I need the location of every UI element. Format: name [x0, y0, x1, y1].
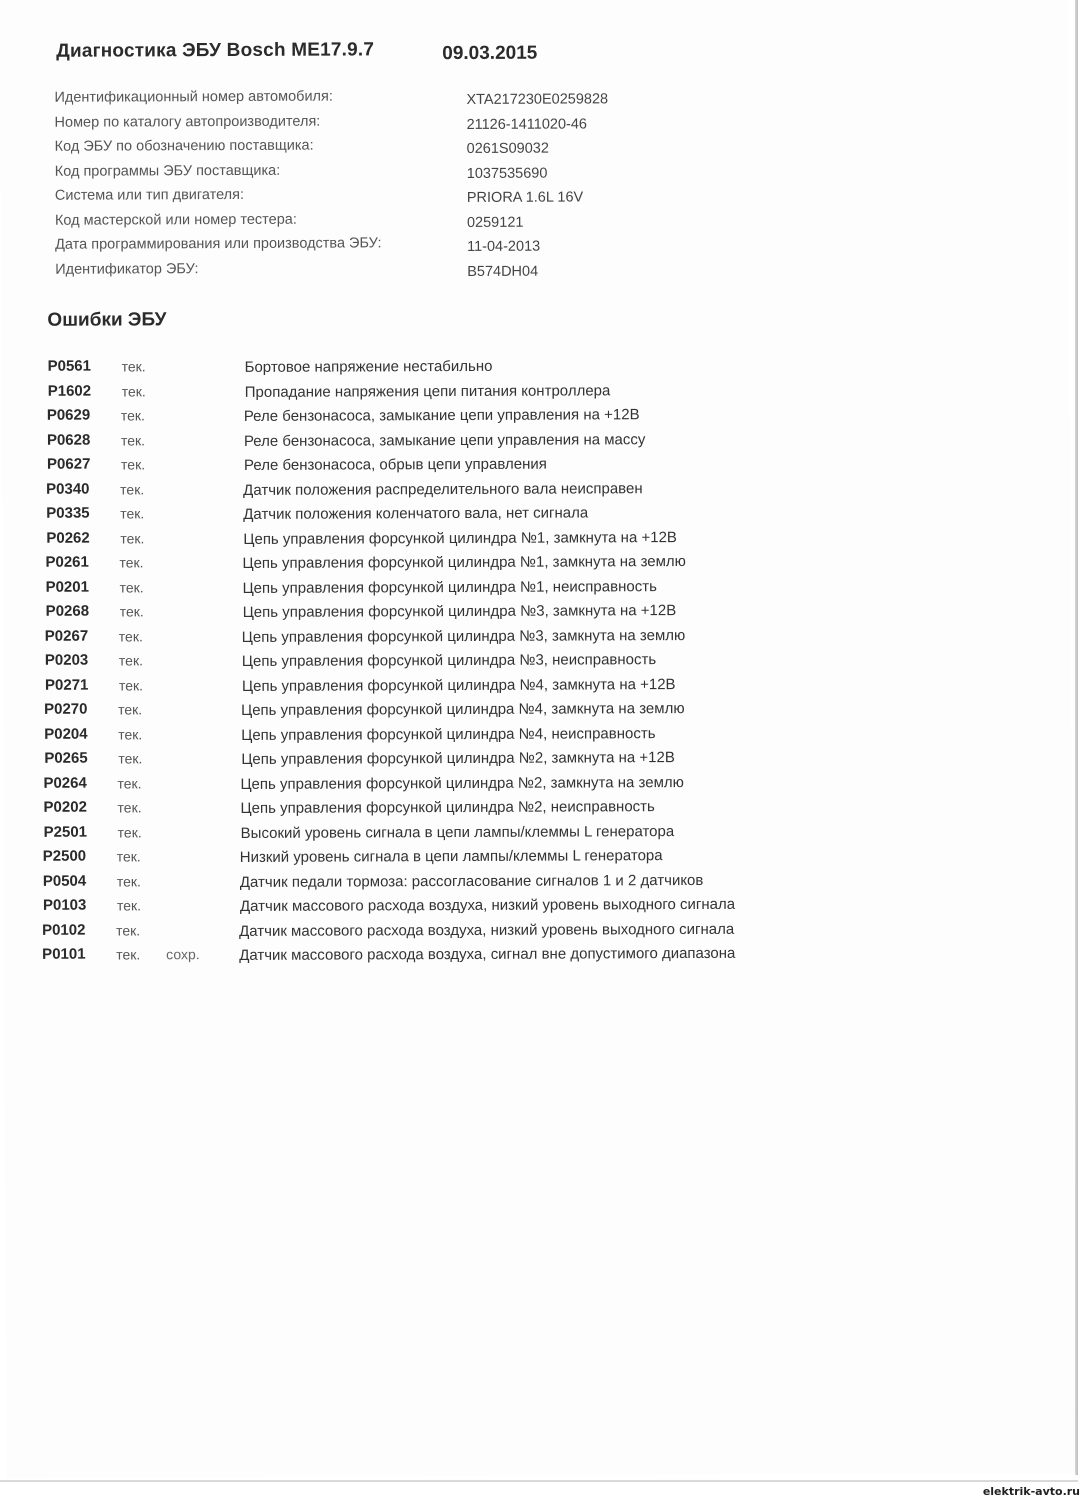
- error-description: Цепь управления форсункой цилиндра №2, замкнута на землю: [240, 773, 684, 793]
- error-description: Цепь управления форсункой цилиндра №2, неисправность: [240, 798, 655, 817]
- error-status: тек.: [117, 823, 142, 840]
- error-status: тек.: [117, 774, 142, 791]
- error-status: тек.: [118, 701, 143, 718]
- info-label: Идентификационный номер автомобиля:: [54, 88, 333, 106]
- info-row: [55, 161, 655, 188]
- errors-section-title: Ошибки ЭБУ: [47, 309, 167, 331]
- info-label: Код программы ЭБУ поставщика:: [54, 162, 281, 180]
- error-code: P0561: [47, 357, 92, 375]
- error-code: P0102: [42, 921, 86, 939]
- error-status: тек.: [118, 750, 143, 767]
- error-description: Цепь управления форсункой цилиндра №3, неисправность: [241, 651, 657, 670]
- page-edge-bottom: [0, 1480, 1078, 1482]
- error-code: P0262: [46, 529, 90, 547]
- error-code: P0270: [44, 700, 88, 718]
- info-label: Номер по каталогу автопроизводителя:: [54, 113, 321, 131]
- error-description: Цепь управления форсункой цилиндра №4, неисправность: [241, 724, 656, 744]
- document-date: 09.03.2015: [442, 42, 538, 65]
- error-description: Цепь управления форсункой цилиндра №1, замкнута на землю: [242, 553, 686, 572]
- info-label: Код мастерской или номер тестера:: [54, 211, 297, 229]
- info-value: 0261S09032: [466, 140, 549, 157]
- error-code: P0101: [42, 945, 86, 963]
- error-status: тек.: [116, 872, 141, 889]
- error-code: P0202: [43, 798, 87, 816]
- error-description: Цепь управления форсункой цилиндра №4, замкнута на землю: [241, 700, 685, 719]
- error-status: тек.: [120, 529, 145, 546]
- info-value: 11-04-2013: [467, 238, 541, 255]
- info-row: [54, 112, 654, 139]
- error-code: P0203: [44, 651, 89, 669]
- info-label: Идентификатор ЭБУ:: [55, 260, 199, 278]
- error-status: тек.: [120, 407, 145, 424]
- error-status: тек.: [117, 799, 142, 816]
- error-description: Цепь управления форсункой цилиндра №1, неисправность: [242, 577, 657, 597]
- info-value: PRIORA 1.6L 16V: [466, 189, 584, 206]
- error-status: тек.: [121, 382, 146, 399]
- error-status: тек.: [118, 627, 143, 644]
- error-code: P0267: [44, 627, 89, 645]
- error-description: Реле бензонасоса, замыкание цепи управления на массу: [243, 430, 646, 450]
- info-row: [55, 136, 655, 163]
- info-value: 21126-1411020-46: [466, 115, 587, 133]
- error-saved-flag: сохр.: [166, 946, 200, 963]
- error-status: тек.: [116, 946, 141, 963]
- error-status: тек.: [116, 921, 141, 939]
- error-description: Датчик положения коленчатого вала, нет сигнала: [243, 504, 589, 523]
- ecu-info-block: [54, 87, 655, 286]
- info-row: [55, 259, 655, 286]
- error-description: Низкий уровень сигнала в цепи лампы/клеммы L генератора: [239, 847, 663, 866]
- error-description: Цепь управления форсункой цилиндра №2, замкнута на +12В: [241, 749, 675, 768]
- info-label: Система или тип двигателя:: [54, 186, 245, 204]
- error-description: Датчик педали тормоза: рассогласование сигналов 1 и 2 датчиков: [239, 871, 704, 891]
- info-row: [55, 185, 655, 212]
- error-code: P0629: [46, 406, 91, 424]
- error-code: P0628: [46, 431, 91, 449]
- error-status: тек.: [118, 652, 143, 669]
- info-value: 1037535690: [466, 165, 548, 182]
- error-code: P0335: [46, 504, 90, 522]
- error-status: тек.: [121, 358, 146, 375]
- error-status: тек.: [118, 676, 144, 693]
- error-description: Датчик массового расхода воздуха, сигнал вне допустимого диапазона: [239, 944, 736, 964]
- info-label: Код ЭБУ по обозначению поставщика:: [54, 137, 314, 155]
- error-description: Бортовое напряжение нестабильно: [244, 357, 493, 376]
- document-title: Диагностика ЭБУ Bosch ME17.9.7: [56, 39, 375, 62]
- error-description: Реле бензонасоса, замыкание цепи управления на +12В: [243, 406, 640, 425]
- error-description: Цепь управления форсункой цилиндра №4, замкнута на +12В: [241, 675, 676, 695]
- error-status: тек.: [116, 897, 142, 914]
- error-code: P0204: [44, 725, 88, 743]
- error-code: P0268: [45, 602, 90, 620]
- error-description: Пропадание напряжения цепи питания контроллера: [244, 381, 611, 401]
- error-description: Реле бензонасоса, обрыв цепи управления: [243, 455, 547, 474]
- info-value: B574DH04: [467, 263, 539, 280]
- page-edge-right: [1075, 0, 1078, 1475]
- error-status: тек.: [116, 848, 141, 865]
- info-row: [55, 210, 655, 237]
- error-description: Цепь управления форсункой цилиндра №3, замкнута на +12В: [242, 602, 677, 621]
- error-code: P2501: [43, 823, 88, 841]
- watermark: elektrik-avto.ru: [982, 1485, 1080, 1498]
- info-row: [55, 234, 655, 261]
- error-status: тек.: [120, 480, 145, 497]
- error-code: P0265: [44, 749, 88, 767]
- error-row: [4, 942, 904, 970]
- error-status: тек.: [118, 725, 143, 742]
- error-code: P0264: [43, 774, 87, 792]
- info-value: 0259121: [466, 214, 524, 231]
- info-value: XTA217230E0259828: [466, 91, 609, 108]
- error-code: P0261: [45, 553, 89, 571]
- error-status: тек.: [120, 431, 146, 448]
- error-status: тек.: [120, 456, 146, 473]
- error-code: P0271: [44, 676, 89, 694]
- error-status: тек.: [119, 603, 144, 620]
- error-description: Датчик положения распределительного вала неисправен: [243, 479, 643, 499]
- error-code: P0504: [42, 872, 87, 890]
- error-description: Высокий уровень сигнала в цепи лампы/клеммы L генератора: [240, 822, 675, 842]
- info-label: Дата программирования или производства ЭБУ:: [55, 235, 382, 253]
- error-code: P0103: [42, 896, 87, 914]
- error-description: Цепь управления форсункой цилиндра №1, замкнута на +12В: [243, 528, 677, 548]
- error-code: P0201: [45, 578, 89, 596]
- error-code: P1602: [47, 382, 92, 400]
- error-code: P2500: [42, 847, 87, 865]
- error-description: Цепь управления форсункой цилиндра №3, замкнута на землю: [241, 626, 686, 646]
- error-list: [2, 354, 905, 970]
- info-row: [54, 87, 654, 114]
- error-status: тек.: [119, 554, 144, 571]
- error-description: Датчик массового расхода воздуха, низкий уровень выходного сигнала: [239, 895, 736, 915]
- error-code: P0627: [46, 455, 91, 473]
- error-code: P0340: [46, 480, 90, 498]
- error-description: Датчик массового расхода воздуха, низкий уровень выходного сигнала: [239, 920, 735, 940]
- error-status: тек.: [119, 578, 144, 595]
- error-status: тек.: [120, 505, 145, 522]
